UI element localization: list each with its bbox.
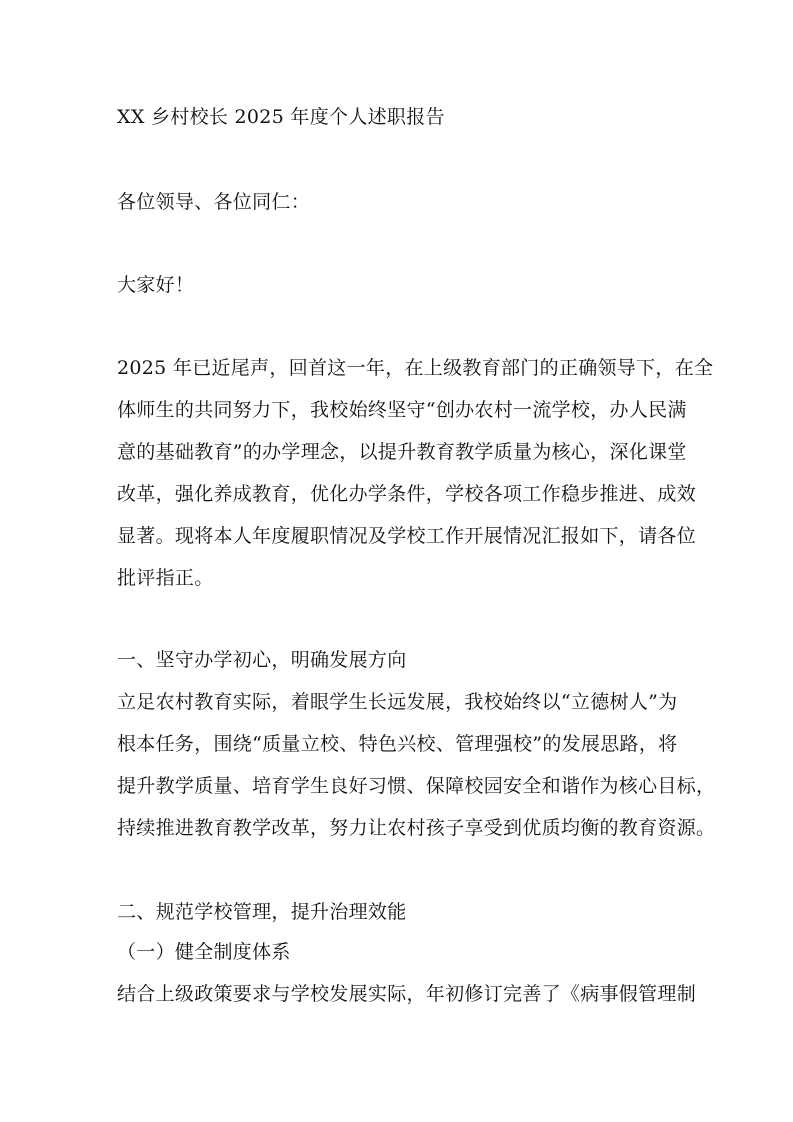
intro-line: 改革，强化养成教育，优化办学条件，学校各项工作稳步推进、成效 bbox=[117, 483, 697, 505]
intro-line: 体师生的共同努力下，我校始终坚守“创办农村一流学校，办人民满 bbox=[117, 399, 687, 421]
body-line: 结合上级政策要求与学校发展实际，年初修订完善了《病事假管理制 bbox=[117, 983, 697, 1005]
body-line: 根本任务，围绕“质量立校、特色兴校、管理强校”的发展思路，将 bbox=[117, 733, 678, 755]
salutation: 各位领导、各位同仁： bbox=[117, 191, 311, 213]
greeting: 大家好！ bbox=[117, 274, 195, 296]
document-title: XX 乡村校长 2025 年度个人述职报告 bbox=[117, 106, 445, 128]
subsection-heading: （一）健全制度体系 bbox=[117, 941, 291, 963]
intro-line: 意的基础教育”的办学理念，以提升教育教学质量为核心，深化课堂 bbox=[117, 441, 687, 463]
section-heading: 一、坚守办学初心，明确发展方向 bbox=[117, 649, 407, 671]
body-line: 立足农村教育实际，着眼学生长远发展，我校始终以“立德树人”为 bbox=[117, 691, 678, 713]
intro-line: 2025 年已近尾声，回首这一年，在上级教育部门的正确领导下，在全 bbox=[117, 357, 714, 379]
body-line: 持续推进教育教学改革，努力让农村孩子享受到优质均衡的教育资源。 bbox=[117, 817, 716, 839]
body-line: 提升教学质量、培育学生良好习惯、保障校园安全和谐作为核心目标， bbox=[117, 775, 716, 797]
section-heading: 二、规范学校管理，提升治理效能 bbox=[117, 901, 407, 923]
intro-line: 显著。现将本人年度履职情况及学校工作开展情况汇报如下，请各位 bbox=[117, 525, 697, 547]
intro-line: 批评指正。 bbox=[117, 567, 214, 589]
